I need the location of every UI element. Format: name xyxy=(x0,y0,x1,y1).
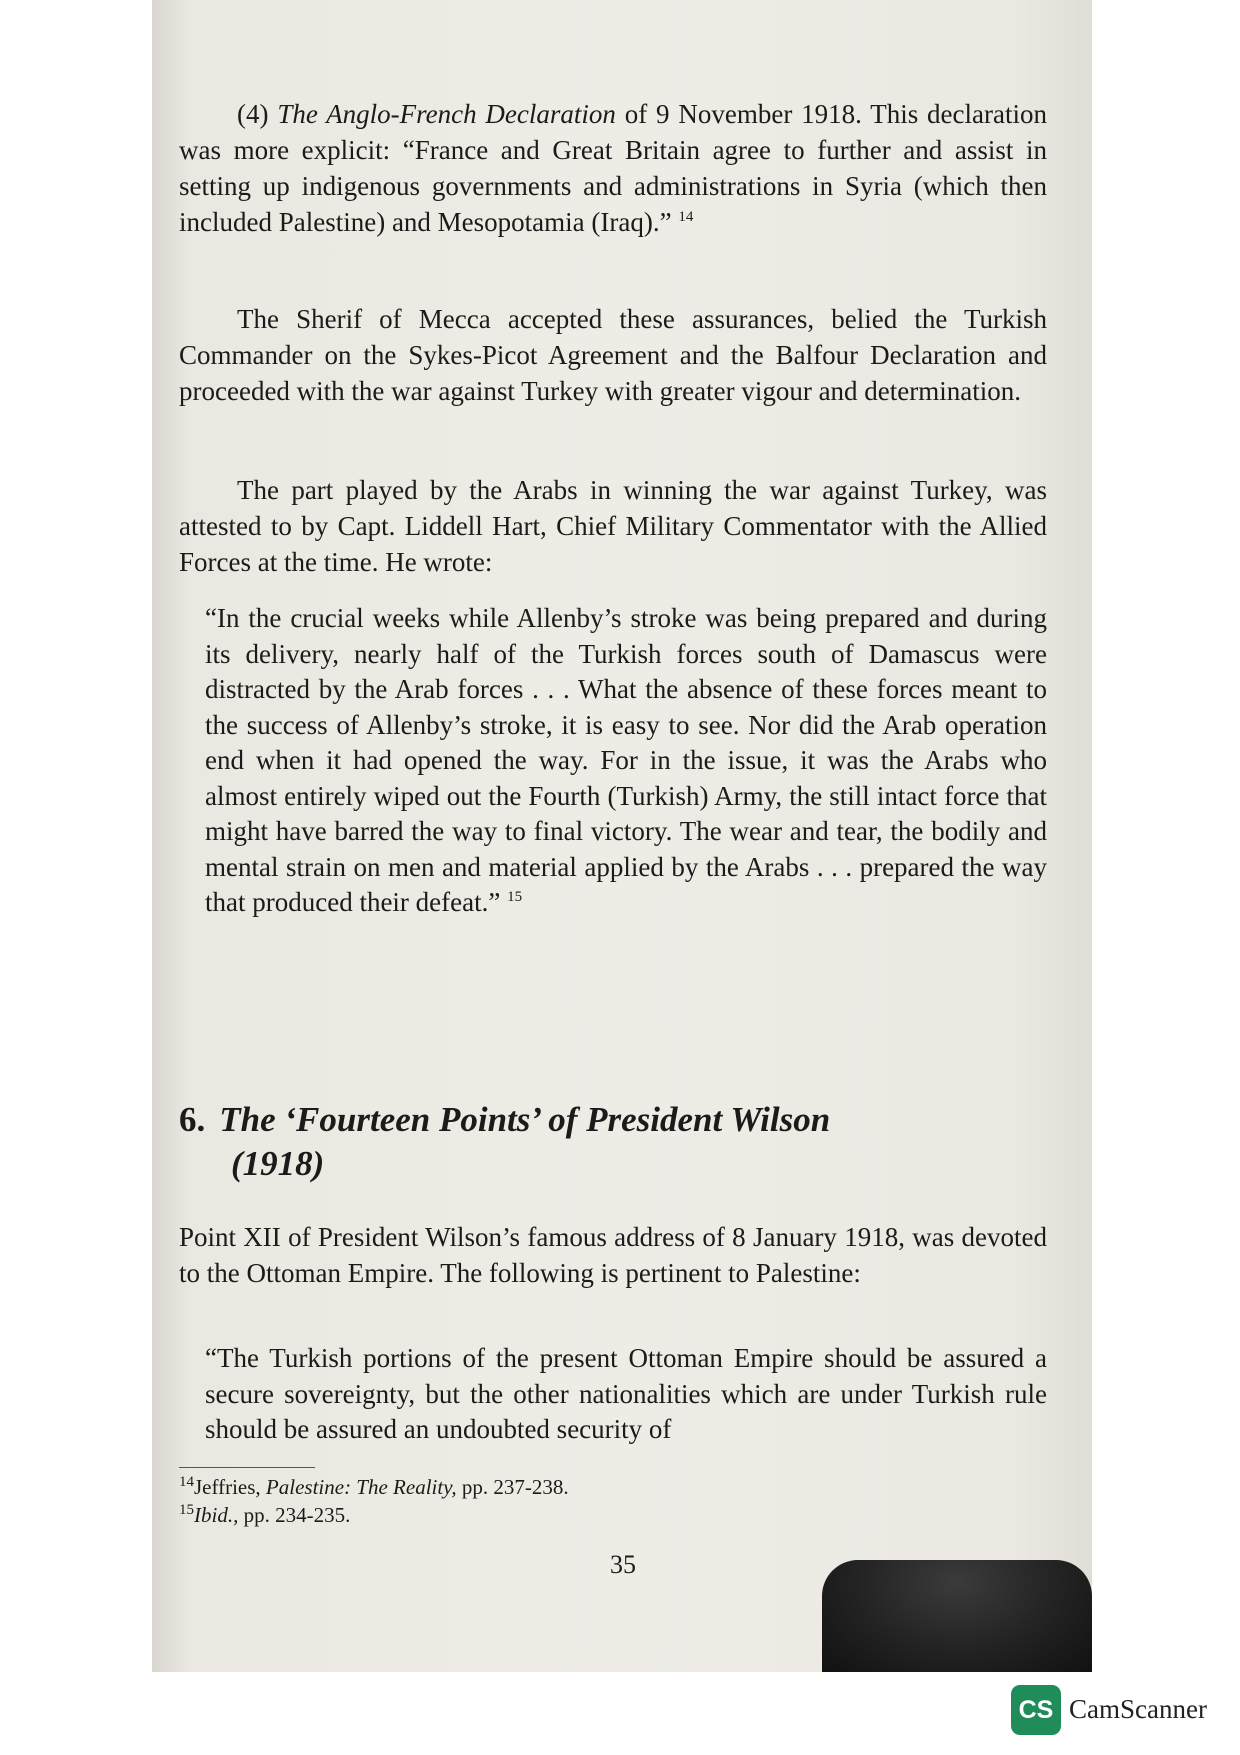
camscanner-logo-icon: CS xyxy=(1011,1685,1061,1735)
paragraph-point-xii xyxy=(179,1219,1047,1291)
paragraph-body: Point XII of President Wilson’s famous address of 8 January 1918, was devoted to the Ottoman Empire. The following is pertinent to Palestine: xyxy=(179,1222,1047,1288)
footnote-divider xyxy=(179,1467,315,1468)
section-title-line1: The ‘Fourteen Points’ of President Wilson xyxy=(219,1100,831,1139)
footnote-number: 14 xyxy=(179,1474,194,1490)
paragraph-sherif-of-mecca xyxy=(179,301,1047,409)
block-quote-wilson xyxy=(205,1341,1047,1448)
footnote-title: Ibid., xyxy=(194,1503,239,1527)
quote-body: “The Turkish portions of the present Ottoman Empire should be assured a secure sovereignty, but the other nationalities which are under Turkish rule should be assured an undoubted security of xyxy=(205,1343,1047,1444)
declaration-title: The Anglo-French Declaration xyxy=(277,99,616,129)
page-number: 35 xyxy=(610,1550,636,1579)
footnote-14 xyxy=(179,1473,879,1501)
footnote-title: Palestine: The Reality, xyxy=(265,1475,457,1499)
section-heading xyxy=(179,1098,1047,1186)
section-number: 6. xyxy=(179,1100,206,1139)
camscanner-watermark: CamScanner xyxy=(1069,1694,1207,1724)
footnote-15 xyxy=(179,1501,879,1529)
footnote-reference: 15 xyxy=(507,889,523,905)
footnote-number: 15 xyxy=(179,1502,194,1518)
footnote-pages: pp. 234-235. xyxy=(238,1503,351,1527)
paragraph-liddell-hart xyxy=(179,472,1047,580)
scanned-book-page xyxy=(152,0,1092,1672)
paragraph-body: of 9 November 1918. This declaration was more explicit: “France and Great Britain agree to further and assist in setting up indigenous governments and administrations in Syria (which then included Palestine) and Mesopotamia (Iraq).” xyxy=(179,99,1047,237)
block-quote-liddell-hart xyxy=(205,601,1047,921)
section-title-line2: (1918) xyxy=(231,1144,325,1183)
thumb-shadow xyxy=(822,1560,1092,1672)
quote-body: “In the crucial weeks while Allenby’s stroke was being prepared and during its delivery, nearly half of the Turkish forces south of Damascus were distracted by the Arab forces . . . What the absence of these forces meant to the success of Allenby’s stroke, it is easy to see. Nor did the Arab operation end when it had opened the way. For in the issue, it was the Arabs who almost entirely wiped out the Fourth (Turkish) Army, the still intact force that might have barred the way to final victory. The wear and tear, the bodily and mental strain on men and material applied by the Arabs . . . prepared the way that produced their defeat.” xyxy=(205,603,1047,917)
paragraph-body: The part played by the Arabs in winning the war against Turkey, was attested to by Capt. Liddell Hart, Chief Military Commentator with the Allied Forces at the time. He wrote: xyxy=(179,475,1047,577)
footnote-pages: pp. 237-238. xyxy=(456,1475,569,1499)
paragraph-body: The Sherif of Mecca accepted these assurances, belied the Turkish Commander on the Sykes-Picot Agreement and the Balfour Declaration and proceeded with the war against Turkey with greater vigour and determination. xyxy=(179,304,1047,406)
footnote-author: Jeffries, xyxy=(194,1475,266,1499)
footnote-reference: 14 xyxy=(678,209,694,225)
point-number: (4) xyxy=(237,99,269,129)
paragraph-anglo-french-declaration xyxy=(179,96,1047,240)
